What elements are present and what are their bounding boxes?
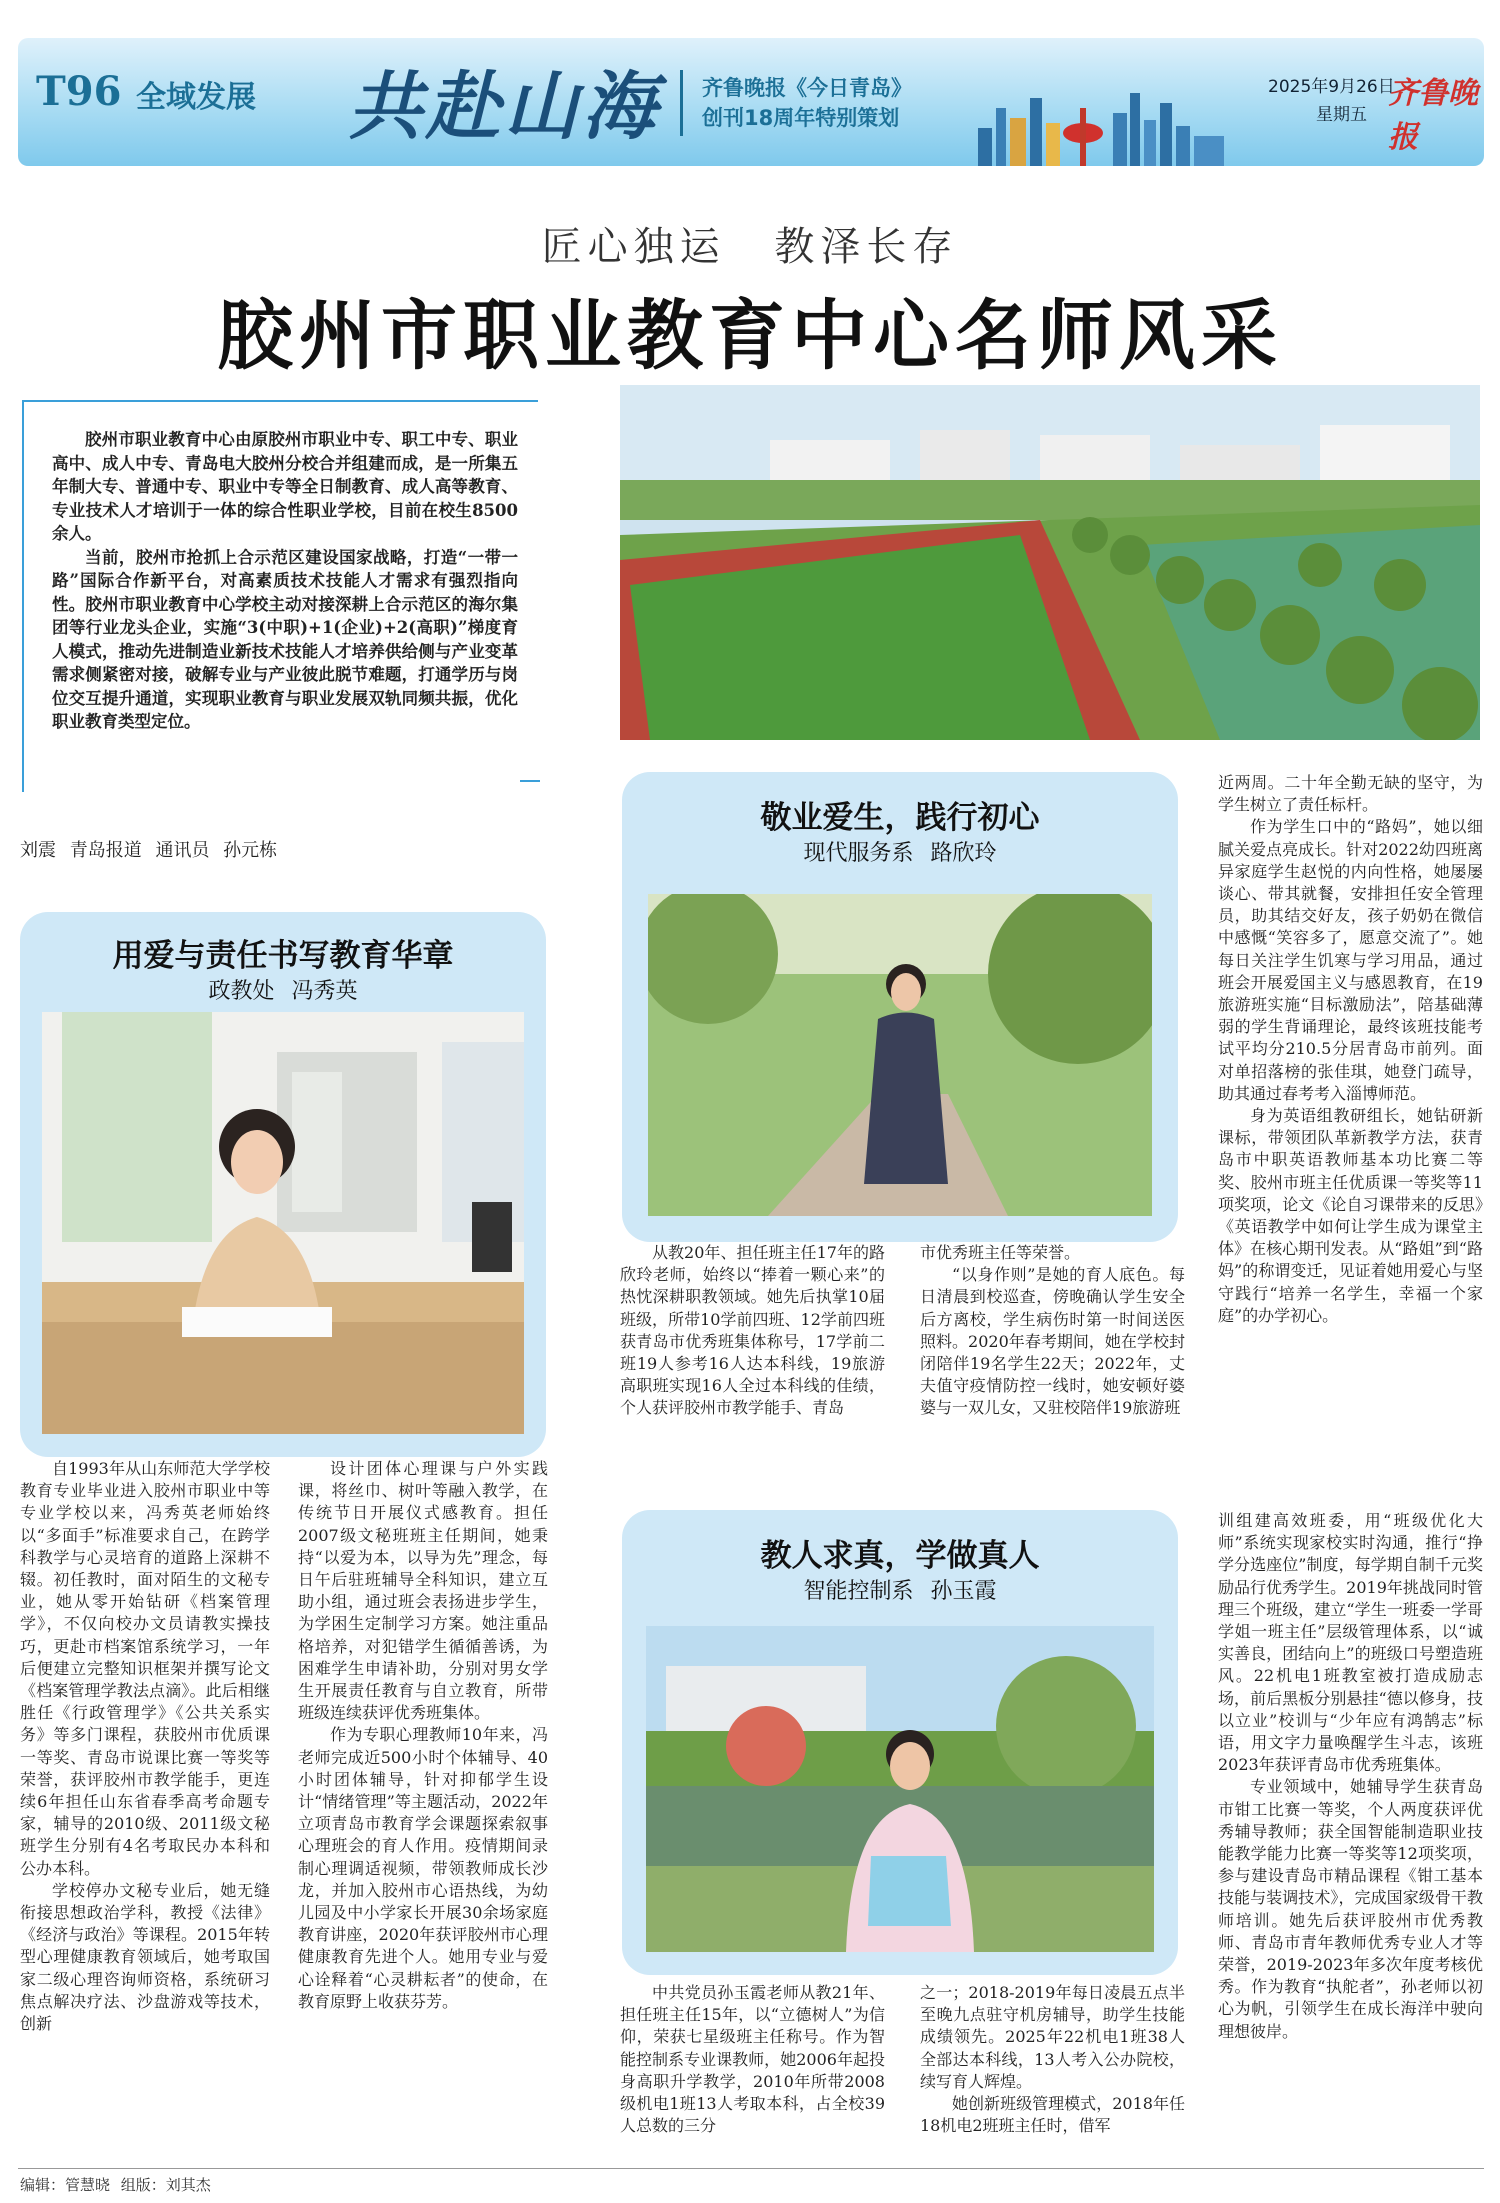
- profile-dept-name: 现代服务系 路欣玲: [803, 841, 997, 866]
- issue-date: 2025年9月26日: [1268, 77, 1395, 97]
- feng-portrait-photo: [42, 1012, 524, 1434]
- brand-calligraphy: 共赴山海: [348, 64, 660, 150]
- profile-card-lu: [622, 772, 1178, 1242]
- page-number: T96: [36, 68, 122, 115]
- special-line-2: 创刊18周年特别策划: [702, 106, 900, 130]
- header-divider: [680, 70, 683, 136]
- profile3-column-3: [1218, 1510, 1483, 2043]
- article-paragraph: 市优秀班主任等荣誉。: [920, 1243, 1081, 1262]
- special-line-1: 齐鲁晚报《今日青岛》: [702, 76, 912, 100]
- profile-card-feng: [20, 912, 546, 1457]
- article-paragraph: 作为学生口中的“路妈”，她以细腻关爱点亮成长。针对2022幼四班离异家庭学生赵悦的内向性格，她屡屡谈心、带其就餐，安排担任安全管理员，助其结交好友，孩子奶奶在微信中感慨“笑容多了，愿意交流了”。她每日关注学生饥寒与学习用品，通过班会开展爱国主义与感恩教育，在19旅游班实施“目标激励法”，陪基础薄弱的学生背诵理论，最终该班技能考试平均分210.5分居青岛市前列。面对单招落榜的张佳琪，她登门疏导，助其通过春考考入淄博师范。: [1218, 817, 1483, 1103]
- profile3-column-2: [920, 1982, 1185, 2137]
- article-paragraph: 专业领域中，她辅导学生获青岛市钳工比赛一等奖，个人两度获评优秀辅导教师；获全国智能制造职业技能教学能力比赛一等奖等12项奖项，参与建设青岛市精品课程《钳工基本技能与装调技术》，完成国家级骨干教师培训。她先后获评胶州市优秀教师、青岛市青年教师优秀专业人才等荣誉，2019-2023年多次年度考核优秀。作为教育“执舵者”，孙老师以初心为帆，引领学生在成长海洋中驶向理想彼岸。: [1218, 1777, 1483, 2041]
- article-paragraph: 中共党员孙玉霞老师从教21年、担任班主任15年，以“立德树人”为信仰，荣获七星级班主任称号。作为智能控制系专业课教师，她2006年起投身高职升学教学，2010年所带2008级机电1班13人考取本科，占全校39人总数的三分: [620, 1983, 885, 2136]
- section-name: 全域发展: [136, 80, 256, 115]
- newspaper-logo: 齐鲁晚报: [1388, 76, 1478, 155]
- article-paragraph: 自1993年从山东师范大学学校教育专业毕业进入胶州市职业中等专业学校以来，冯秀英老师始终以“多面手”标准要求自己，在跨学科教学与心灵培育的道路上深耕不辍。初任教时，面对陌生的文秘专业，她从零开始钻研《档案管理学》，不仅向校办文员请教实操技巧，更赴市档案馆系统学习，一年后便建立完整知识框架并撰写论文《档案管理学教法点滴》。此后相继胜任《行政管理学》《公共关系实务》等多门课程，获胶州市优质课一等奖、青岛市说课比赛一等奖等荣誉，获评胶州市教学能手，更连续6年担任山东省春季高考命题专家，辅导的2010级、2011级文秘班学生分别有4名考取民办本科和公办本科。: [20, 1459, 270, 1878]
- sun-portrait-photo: [646, 1626, 1154, 1952]
- profile-title: 教人求真，学做真人: [760, 1538, 1040, 1574]
- profile-title: 用爱与责任书写教育华章: [112, 938, 454, 974]
- profile2-column-2: [920, 1242, 1185, 1420]
- intro-frame-corner: [520, 780, 540, 782]
- city-skyline-illustration: [978, 78, 1228, 166]
- editor-credits: 编辑：管慧晓 组版：刘其杰: [20, 2176, 211, 2194]
- article-paragraph: 近两周。二十年全勤无缺的坚守，为学生树立了责任标杆。: [1218, 773, 1483, 815]
- campus-photo-image: [620, 385, 1480, 740]
- article-paragraph: 作为专职心理教师10年来，冯老师完成近500小时个体辅导、40小时团体辅导，针对抑郁学生设计“情绪管理”等主题活动，2022年立项青岛市教育学会课题探索叙事心理班会的育人作用。疫情期间录制心理调适视频，带领教师成长沙龙，并加入胶州市心语热线，为幼儿园及中小学家长开展30余场家庭教育讲座，2020年获评胶州市心理健康教育先进个人。她用专业与爱心诠释着“心灵耕耘者”的使命，在教育原野上收获芬芳。: [298, 1725, 548, 2011]
- profile1-column-2: [298, 1458, 548, 2013]
- footer-divider: [18, 2168, 1484, 2169]
- byline: 刘震 青岛报道 通讯员 孙元栋: [20, 840, 278, 861]
- issue-weekday: 星期五: [1316, 105, 1367, 125]
- profile-dept-name: 智能控制系 孙玉霞: [803, 1579, 997, 1604]
- page-header: [18, 38, 1484, 166]
- feng-portrait-image: [42, 1012, 524, 1434]
- intro-paragraph: 当前，胶州市抢抓上合示范区建设国家战略，打造“一带一路”国际合作新平台，对高素质技术技能人才需求有强烈指向性。胶州市职业教育中心学校主动对接深耕上合示范区的海尔集团等行业龙头企业，实施“3(中职)+1(企业)+2(高职)”梯度育人模式，推动先进制造业新技术技能人才培养供给侧与产业变革需求侧紧密对接，破解专业与产业彼此脱节难题，打通学历与岗位交互提升通道，实现职业教育与职业发展双轨同频共振，优化职业教育类型定位。: [52, 547, 518, 731]
- profile3-column-1: [620, 1982, 885, 2137]
- headline-subtitle: 匠心独运 教泽长存: [541, 224, 959, 270]
- article-paragraph: 从教20年、担任班主任17年的路欣玲老师，始终以“捧着一颗心来”的热忱深耕职教领域。她先后执掌10届班级，所带10学前四班、12学前四班获青岛市优秀班集体称号，17学前二班19人参考16人达本科线，19旅游高职班实现16人全过本科线的佳绩，个人获评胶州市教学能手、青岛: [620, 1243, 885, 1418]
- lu-portrait-photo: [648, 894, 1152, 1216]
- article-paragraph: 设计团体心理课与户外实践课，将丝巾、树叶等融入教学，在传统节日开展仪式感教育。担任2007级文秘班班主任期间，她秉持“以爱为本，以导为先”理念，每日午后驻班辅导全科知识，建立互助小组，通过班会表扬进步学生，为学困生定制学习方案。她注重品格培养，对犯错学生循循善诱，为困难学生申请补助，分别对男女学生开展责任教育与自立教育，所带班级连续获评优秀班集体。: [298, 1459, 548, 1723]
- profile-dept-name: 政教处 冯秀英: [208, 979, 358, 1004]
- article-paragraph: “以身作则”是她的育人底色。每日清晨到校巡查，傍晚确认学生安全后方离校，学生病伤时第一时间送医照料。2020年春考期间，她在学校封闭陪伴19名学生22天；2022年，丈夫值守疫情防控一线时，她安顿好婆婆与一双儿女，又驻校陪伴19旅游班: [920, 1265, 1185, 1418]
- profile2-column-1: [620, 1242, 885, 1420]
- lu-portrait-image: [648, 894, 1152, 1216]
- article-paragraph: 身为英语组教研组长，她钻研新课标，带领团队革新教学方法，获青岛市中职英语教师基本功比赛二等奖、胶州市班主任优质课一等奖等11项奖项，论文《论自习课带来的反思》《英语教学中如何让学生成为课堂主体》在核心期刊发表。从“路姐”到“路妈”的称谓变迁，见证着她用爱心与坚守践行“培养一名学生，幸福一个家庭”的办学初心。: [1218, 1106, 1483, 1325]
- article-paragraph: 训组建高效班委，用“班级优化大师”系统实现家校实时沟通，推行“挣学分选座位”制度，每学期自制千元奖励品行优秀学生。2019年挑战同时管理三个班级，建立“学生一班委一学哥学姐一班主任”层级管理体系，以“诚实善良，团结向上”的班级口号塑造班风。22机电1班教室被打造成励志场，前后黑板分别悬挂“德以修身，技以立业”校训与“少年应有鸿鹄志”标语，用文字力量唤醒学生斗志，该班2023年获评青岛市优秀班集体。: [1218, 1511, 1483, 1775]
- article-paragraph: 之一；2018-2019年每日凌晨五点半至晚九点驻守机房辅导，助学生技能成绩领先。2025年22机电1班38人全部达本科线，13人考入公办院校，续写育人辉煌。: [920, 1983, 1185, 2091]
- article-paragraph: 学校停办文秘专业后，她无缝衔接思想政治学科，教授《法律》《经济与政治》等课程。2015年转型心理健康教育领域后，她考取国家二级心理咨询师资格，系统研习焦点解决疗法、沙盘游戏等技术，创新: [20, 1880, 270, 2034]
- profile1-column-1: [20, 1458, 270, 2035]
- sun-portrait-image: [646, 1626, 1154, 1952]
- profile-card-sun: [622, 1510, 1178, 1975]
- profile2-column-3: [1218, 772, 1483, 1327]
- headline-title: 胶州市职业教育中心名师风采: [217, 291, 1283, 380]
- intro-paragraph: 胶州市职业教育中心由原胶州市职业中专、职工中专、职业高中、成人中专、青岛电大胶州分校合并组建而成，是一所集五年制大专、普通中专、职业中专等全日制教育、成人高等教育、专业技术人才培训于一体的综合性职业学校，目前在校生8500余人。: [52, 430, 518, 543]
- campus-photo: [620, 385, 1480, 740]
- profile-title: 敬业爱生，践行初心: [760, 800, 1040, 836]
- article-paragraph: 她创新班级管理模式，2018年任18机电2班班主任时，借军: [920, 2094, 1185, 2136]
- intro-text: [52, 428, 518, 734]
